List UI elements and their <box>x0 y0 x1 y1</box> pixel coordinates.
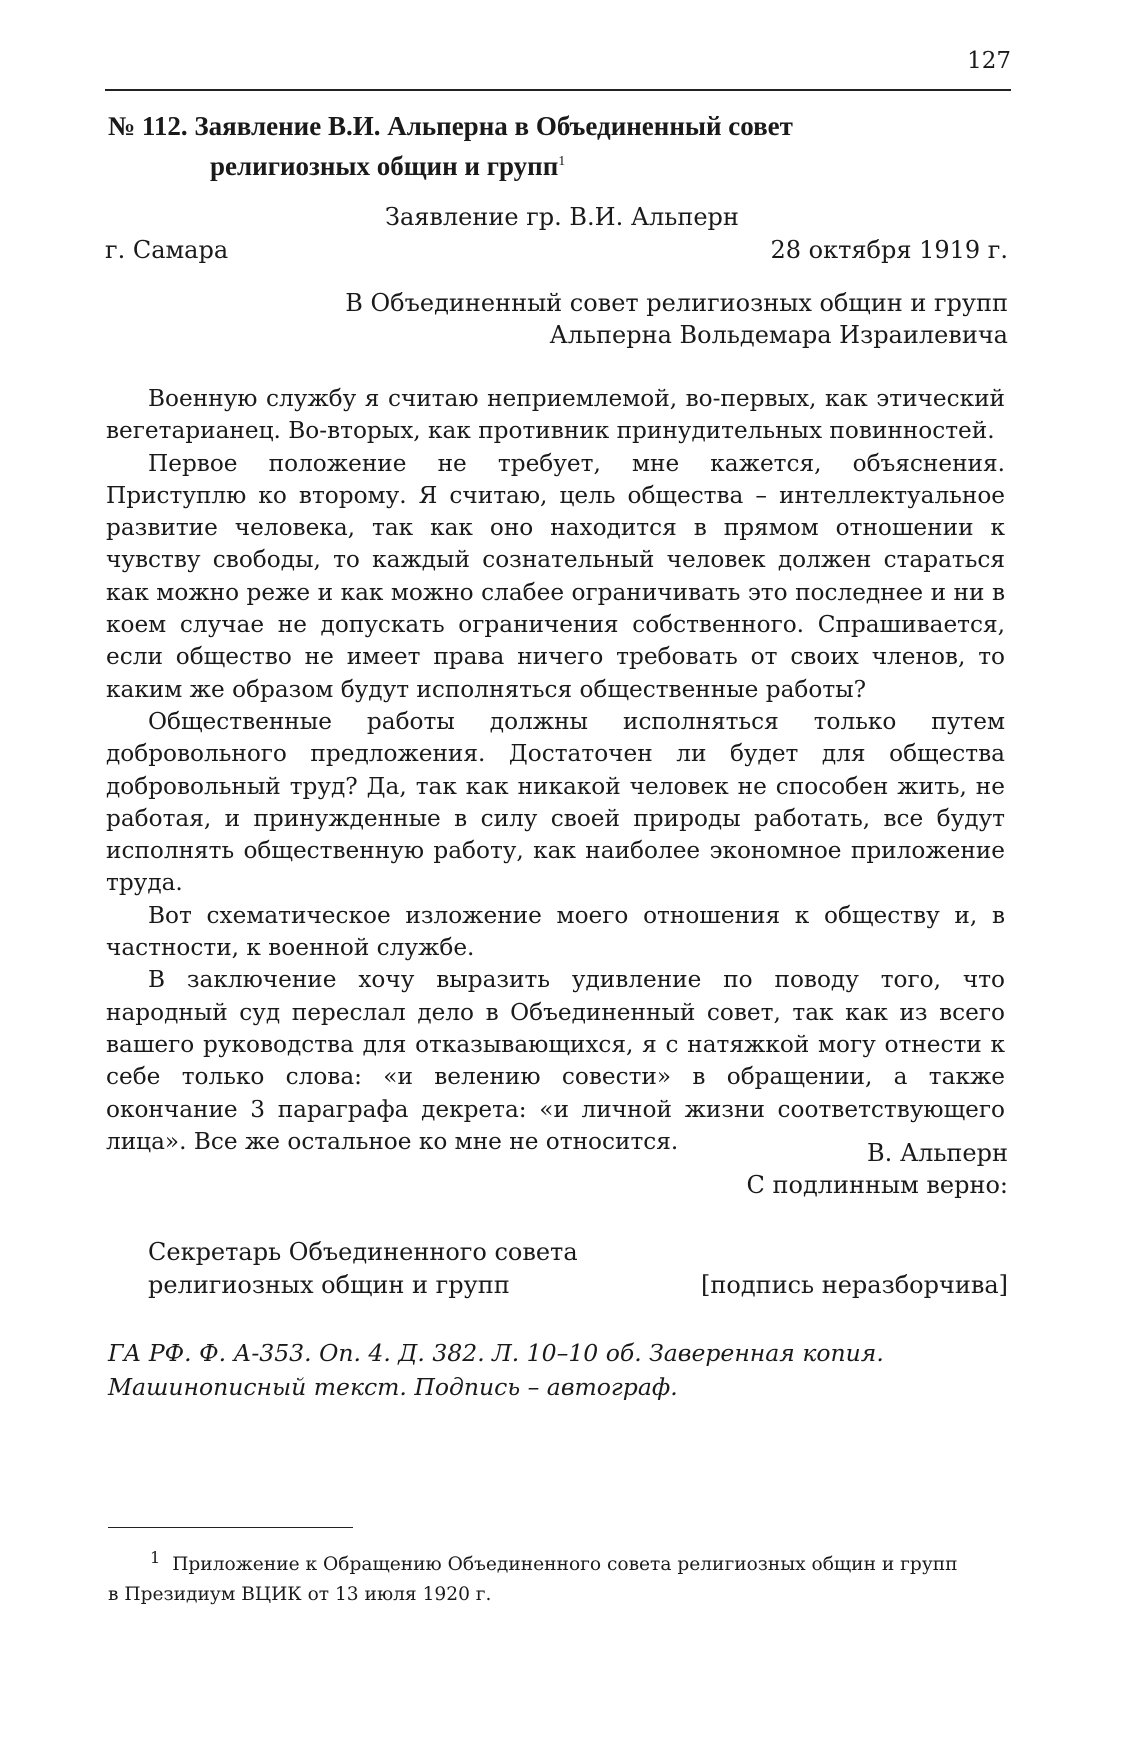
secretary-line-1: Секретарь Объединенного совета <box>148 1238 578 1266</box>
addressee-line-1: В Объединенный совет религиозных общин и групп <box>345 289 1008 317</box>
heading-footnote-mark: 1 <box>558 154 566 169</box>
addressee-line-2: Альперна Вольдемара Израилевича <box>549 321 1008 349</box>
body-paragraph: Первое положение не требует, мне кажется, объяснения. Приступлю ко второму. Я считаю, цель общества – интеллектуальное развитие человека, так как оно находится в прямом отношении к чувству свободы, то каждый сознательный человек должен стараться как можно реже и как можно слабее ограничивать это последнее и ни в коем случае не допускать ограничения собственного. Спрашивается, если общество не имеет права ничего требовать от своих членов, то каким же образом будут исполняться общественные работы? <box>106 449 1005 703</box>
heading-line-2-text: религиозных общин и групп <box>210 151 559 181</box>
archival-source <box>108 1336 1008 1404</box>
certified-copy-note: С подлинным верно: <box>746 1171 1008 1199</box>
footnote-rule <box>108 1527 353 1528</box>
document-date: 28 октября 1919 г. <box>770 236 1008 264</box>
body-paragraph: В заключение хочу выразить удивление по поводу того, что народный суд переслал дело в Объединенный совет, так как из всего вашего руководства для отказывающихся, я с натяжкой могу отнести к себе только слова: «и велению совести» в обращении, а также окончание 3 параграфа декрета: «и личной жизни соответствующего лица». Все же остальное ко мне не относится. <box>106 966 1005 1155</box>
body-paragraph: Военную службу я считаю неприемлемой, во-первых, как этический вегетарианец. Во-вторых, как противник принудительных повинностей. <box>106 385 1005 445</box>
footnote <box>108 1543 1008 1610</box>
footnote-first-line <box>108 1543 1008 1580</box>
source-line-2: Машинописный текст. Подпись – автограф. <box>108 1373 678 1401</box>
signature-name: В. Альперн <box>867 1139 1008 1167</box>
header-rule <box>105 89 1011 91</box>
secretary-block <box>148 1236 578 1302</box>
heading-line-2 <box>108 144 1008 184</box>
document-heading <box>108 108 1008 184</box>
heading-line-1: № 112. Заявление В.И. Альперна в Объединенный совет <box>108 111 793 141</box>
page-number: 127 <box>967 48 1011 74</box>
secretary-line-2: религиозных общин и групп <box>148 1271 510 1299</box>
body-paragraph: Общественные работы должны исполняться только путем добровольного предложения. Достаточен ли будет для общества добровольный труд? Да, так как никакой человек не способен жить, не работая, и принужденные в силу своей природы работать, все будут исполнять общественную работу, как наиболее экономное приложение труда. <box>106 707 1005 897</box>
document-place: г. Самара <box>105 236 229 264</box>
illegible-signature-note: [подпись неразборчива] <box>701 1271 1008 1299</box>
addressee-block <box>345 287 1008 351</box>
body-paragraph: Вот схематическое изложение моего отношения к обществу и, в частности, к военной службе. <box>106 901 1005 962</box>
statement-body <box>106 383 1005 1158</box>
footnote-line-1: Приложение к Обращению Объединенного совета религиозных общин и групп <box>172 1554 958 1576</box>
signature-block <box>747 1137 1008 1201</box>
document-subtitle: Заявление гр. В.И. Альперн <box>385 203 739 231</box>
footnote-mark: 1 <box>150 1548 161 1567</box>
source-line-1: ГА РФ. Ф. А-353. Оп. 4. Д. 382. Л. 10–10 об. Заверенная копия. <box>108 1339 884 1367</box>
footnote-line-2: в Президиум ВЦИК от 13 июля 1920 г. <box>108 1584 492 1606</box>
